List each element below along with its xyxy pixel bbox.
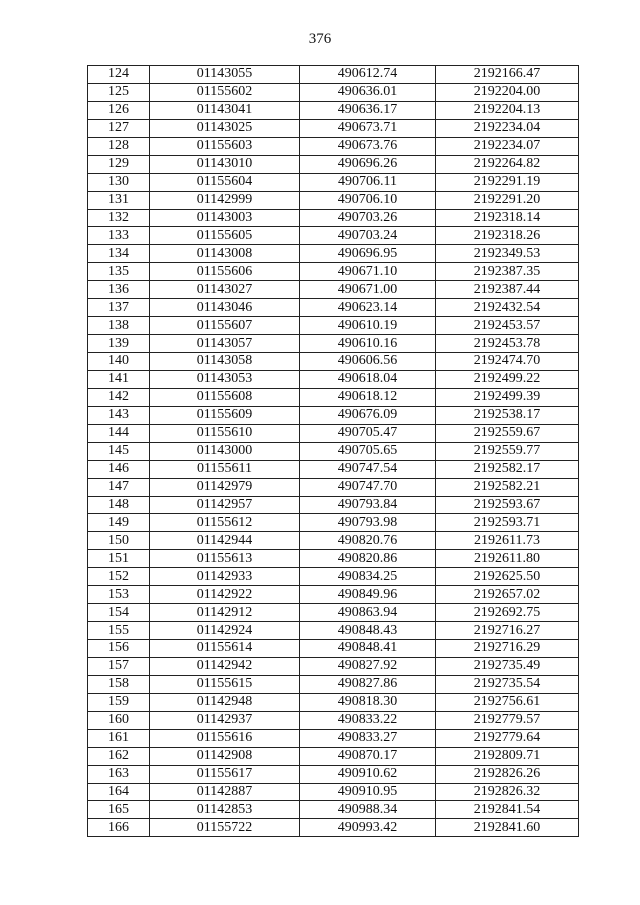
x-coordinate-cell: 490910.62 [300, 765, 436, 783]
table-row [88, 227, 579, 245]
point-id-cell: 01143008 [150, 245, 300, 263]
table-row [88, 83, 579, 101]
table-row [88, 711, 579, 729]
table-row [88, 101, 579, 119]
y-coordinate-cell: 2192716.29 [436, 640, 579, 658]
row-number-cell: 149 [88, 514, 150, 532]
point-id-cell: 01155608 [150, 388, 300, 406]
table-row [88, 729, 579, 747]
y-coordinate-cell: 2192841.60 [436, 819, 579, 837]
y-coordinate-cell: 2192264.82 [436, 155, 579, 173]
row-number-cell: 157 [88, 657, 150, 675]
table-row [88, 424, 579, 442]
row-number-cell: 151 [88, 550, 150, 568]
point-id-cell: 01155607 [150, 317, 300, 335]
table-row [88, 388, 579, 406]
y-coordinate-cell: 2192453.78 [436, 335, 579, 353]
point-id-cell: 01155603 [150, 137, 300, 155]
row-number-cell: 154 [88, 604, 150, 622]
y-coordinate-cell: 2192559.77 [436, 442, 579, 460]
table-row [88, 550, 579, 568]
point-id-cell: 01155612 [150, 514, 300, 532]
table-row [88, 586, 579, 604]
point-id-cell: 01143010 [150, 155, 300, 173]
row-number-cell: 127 [88, 119, 150, 137]
y-coordinate-cell: 2192204.13 [436, 101, 579, 119]
row-number-cell: 124 [88, 66, 150, 84]
row-number-cell: 125 [88, 83, 150, 101]
table-row [88, 173, 579, 191]
row-number-cell: 126 [88, 101, 150, 119]
table-row [88, 137, 579, 155]
point-id-cell: 01155610 [150, 424, 300, 442]
table-row [88, 783, 579, 801]
x-coordinate-cell: 490827.86 [300, 675, 436, 693]
y-coordinate-cell: 2192387.35 [436, 263, 579, 281]
point-id-cell: 01142948 [150, 693, 300, 711]
point-id-cell: 01155722 [150, 819, 300, 837]
x-coordinate-cell: 490673.76 [300, 137, 436, 155]
row-number-cell: 164 [88, 783, 150, 801]
y-coordinate-cell: 2192499.39 [436, 388, 579, 406]
x-coordinate-cell: 490988.34 [300, 801, 436, 819]
point-id-cell: 01155617 [150, 765, 300, 783]
point-id-cell: 01142979 [150, 478, 300, 496]
y-coordinate-cell: 2192318.14 [436, 209, 579, 227]
y-coordinate-cell: 2192593.71 [436, 514, 579, 532]
x-coordinate-cell: 490818.30 [300, 693, 436, 711]
table-row [88, 335, 579, 353]
x-coordinate-cell: 490703.24 [300, 227, 436, 245]
y-coordinate-cell: 2192692.75 [436, 604, 579, 622]
row-number-cell: 139 [88, 335, 150, 353]
x-coordinate-cell: 490834.25 [300, 568, 436, 586]
row-number-cell: 155 [88, 622, 150, 640]
row-number-cell: 141 [88, 370, 150, 388]
table-row [88, 675, 579, 693]
row-number-cell: 162 [88, 747, 150, 765]
x-coordinate-cell: 490706.10 [300, 191, 436, 209]
point-id-cell: 01143053 [150, 370, 300, 388]
row-number-cell: 133 [88, 227, 150, 245]
y-coordinate-cell: 2192291.19 [436, 173, 579, 191]
table-row [88, 604, 579, 622]
x-coordinate-cell: 490671.00 [300, 281, 436, 299]
x-coordinate-cell: 490706.11 [300, 173, 436, 191]
row-number-cell: 134 [88, 245, 150, 263]
table-row [88, 747, 579, 765]
row-number-cell: 159 [88, 693, 150, 711]
y-coordinate-cell: 2192826.26 [436, 765, 579, 783]
x-coordinate-cell: 490848.43 [300, 622, 436, 640]
x-coordinate-cell: 490610.19 [300, 317, 436, 335]
y-coordinate-cell: 2192779.57 [436, 711, 579, 729]
x-coordinate-cell: 490705.47 [300, 424, 436, 442]
y-coordinate-cell: 2192318.26 [436, 227, 579, 245]
coordinates-table [87, 65, 579, 837]
y-coordinate-cell: 2192826.32 [436, 783, 579, 801]
row-number-cell: 148 [88, 496, 150, 514]
y-coordinate-cell: 2192756.61 [436, 693, 579, 711]
x-coordinate-cell: 490820.76 [300, 532, 436, 550]
table-row [88, 693, 579, 711]
row-number-cell: 135 [88, 263, 150, 281]
point-id-cell: 01142933 [150, 568, 300, 586]
y-coordinate-cell: 2192582.21 [436, 478, 579, 496]
table-row [88, 622, 579, 640]
table-row [88, 191, 579, 209]
row-number-cell: 147 [88, 478, 150, 496]
x-coordinate-cell: 490623.14 [300, 299, 436, 317]
y-coordinate-cell: 2192349.53 [436, 245, 579, 263]
point-id-cell: 01142908 [150, 747, 300, 765]
row-number-cell: 138 [88, 317, 150, 335]
table-row [88, 640, 579, 658]
x-coordinate-cell: 490606.56 [300, 353, 436, 371]
y-coordinate-cell: 2192499.22 [436, 370, 579, 388]
point-id-cell: 01142912 [150, 604, 300, 622]
table-row [88, 209, 579, 227]
point-id-cell: 01155614 [150, 640, 300, 658]
row-number-cell: 166 [88, 819, 150, 837]
y-coordinate-cell: 2192611.73 [436, 532, 579, 550]
y-coordinate-cell: 2192559.67 [436, 424, 579, 442]
point-id-cell: 01142999 [150, 191, 300, 209]
y-coordinate-cell: 2192234.04 [436, 119, 579, 137]
table-row [88, 406, 579, 424]
point-id-cell: 01143025 [150, 119, 300, 137]
row-number-cell: 152 [88, 568, 150, 586]
point-id-cell: 01143000 [150, 442, 300, 460]
point-id-cell: 01143055 [150, 66, 300, 84]
y-coordinate-cell: 2192291.20 [436, 191, 579, 209]
row-number-cell: 156 [88, 640, 150, 658]
point-id-cell: 01155613 [150, 550, 300, 568]
row-number-cell: 163 [88, 765, 150, 783]
table-row [88, 245, 579, 263]
point-id-cell: 01155611 [150, 460, 300, 478]
x-coordinate-cell: 490747.54 [300, 460, 436, 478]
point-id-cell: 01142887 [150, 783, 300, 801]
y-coordinate-cell: 2192166.47 [436, 66, 579, 84]
table-row [88, 568, 579, 586]
row-number-cell: 153 [88, 586, 150, 604]
x-coordinate-cell: 490618.04 [300, 370, 436, 388]
y-coordinate-cell: 2192735.54 [436, 675, 579, 693]
x-coordinate-cell: 490747.70 [300, 478, 436, 496]
row-number-cell: 130 [88, 173, 150, 191]
x-coordinate-cell: 490833.27 [300, 729, 436, 747]
y-coordinate-cell: 2192453.57 [436, 317, 579, 335]
table-body [88, 66, 579, 837]
x-coordinate-cell: 490793.98 [300, 514, 436, 532]
point-id-cell: 01155606 [150, 263, 300, 281]
table-row [88, 532, 579, 550]
y-coordinate-cell: 2192234.07 [436, 137, 579, 155]
point-id-cell: 01143041 [150, 101, 300, 119]
table-row [88, 353, 579, 371]
y-coordinate-cell: 2192474.70 [436, 353, 579, 371]
point-id-cell: 01155605 [150, 227, 300, 245]
row-number-cell: 136 [88, 281, 150, 299]
x-coordinate-cell: 490793.84 [300, 496, 436, 514]
table-row [88, 496, 579, 514]
table-row [88, 299, 579, 317]
table-row [88, 765, 579, 783]
page-number: 376 [308, 31, 332, 47]
x-coordinate-cell: 490833.22 [300, 711, 436, 729]
row-number-cell: 129 [88, 155, 150, 173]
table-row [88, 370, 579, 388]
row-number-cell: 150 [88, 532, 150, 550]
table-row [88, 442, 579, 460]
row-number-cell: 131 [88, 191, 150, 209]
x-coordinate-cell: 490703.26 [300, 209, 436, 227]
y-coordinate-cell: 2192841.54 [436, 801, 579, 819]
y-coordinate-cell: 2192779.64 [436, 729, 579, 747]
x-coordinate-cell: 490849.96 [300, 586, 436, 604]
y-coordinate-cell: 2192387.44 [436, 281, 579, 299]
table-row [88, 478, 579, 496]
point-id-cell: 01155604 [150, 173, 300, 191]
table-row [88, 317, 579, 335]
point-id-cell: 01143058 [150, 353, 300, 371]
x-coordinate-cell: 490610.16 [300, 335, 436, 353]
x-coordinate-cell: 490910.95 [300, 783, 436, 801]
row-number-cell: 145 [88, 442, 150, 460]
row-number-cell: 142 [88, 388, 150, 406]
y-coordinate-cell: 2192432.54 [436, 299, 579, 317]
point-id-cell: 01142922 [150, 586, 300, 604]
row-number-cell: 160 [88, 711, 150, 729]
y-coordinate-cell: 2192657.02 [436, 586, 579, 604]
table-row [88, 66, 579, 84]
x-coordinate-cell: 490696.26 [300, 155, 436, 173]
point-id-cell: 01143027 [150, 281, 300, 299]
row-number-cell: 143 [88, 406, 150, 424]
y-coordinate-cell: 2192716.27 [436, 622, 579, 640]
row-number-cell: 161 [88, 729, 150, 747]
x-coordinate-cell: 490673.71 [300, 119, 436, 137]
table-row [88, 801, 579, 819]
y-coordinate-cell: 2192593.67 [436, 496, 579, 514]
y-coordinate-cell: 2192809.71 [436, 747, 579, 765]
table-row [88, 514, 579, 532]
x-coordinate-cell: 490870.17 [300, 747, 436, 765]
x-coordinate-cell: 490820.86 [300, 550, 436, 568]
x-coordinate-cell: 490696.95 [300, 245, 436, 263]
table-row [88, 460, 579, 478]
row-number-cell: 144 [88, 424, 150, 442]
point-id-cell: 01142957 [150, 496, 300, 514]
point-id-cell: 01142853 [150, 801, 300, 819]
row-number-cell: 128 [88, 137, 150, 155]
point-id-cell: 01155615 [150, 675, 300, 693]
x-coordinate-cell: 490618.12 [300, 388, 436, 406]
y-coordinate-cell: 2192204.00 [436, 83, 579, 101]
y-coordinate-cell: 2192582.17 [436, 460, 579, 478]
y-coordinate-cell: 2192735.49 [436, 657, 579, 675]
point-id-cell: 01143057 [150, 335, 300, 353]
table-row [88, 263, 579, 281]
row-number-cell: 137 [88, 299, 150, 317]
y-coordinate-cell: 2192538.17 [436, 406, 579, 424]
row-number-cell: 140 [88, 353, 150, 371]
point-id-cell: 01142937 [150, 711, 300, 729]
x-coordinate-cell: 490993.42 [300, 819, 436, 837]
point-id-cell: 01155616 [150, 729, 300, 747]
x-coordinate-cell: 490705.65 [300, 442, 436, 460]
row-number-cell: 146 [88, 460, 150, 478]
point-id-cell: 01143003 [150, 209, 300, 227]
point-id-cell: 01155602 [150, 83, 300, 101]
table-row [88, 119, 579, 137]
x-coordinate-cell: 490636.17 [300, 101, 436, 119]
y-coordinate-cell: 2192625.50 [436, 568, 579, 586]
table-row [88, 819, 579, 837]
point-id-cell: 01142942 [150, 657, 300, 675]
x-coordinate-cell: 490636.01 [300, 83, 436, 101]
row-number-cell: 165 [88, 801, 150, 819]
table-row [88, 657, 579, 675]
x-coordinate-cell: 490676.09 [300, 406, 436, 424]
x-coordinate-cell: 490671.10 [300, 263, 436, 281]
x-coordinate-cell: 490863.94 [300, 604, 436, 622]
row-number-cell: 132 [88, 209, 150, 227]
point-id-cell: 01142944 [150, 532, 300, 550]
point-id-cell: 01143046 [150, 299, 300, 317]
point-id-cell: 01155609 [150, 406, 300, 424]
y-coordinate-cell: 2192611.80 [436, 550, 579, 568]
x-coordinate-cell: 490848.41 [300, 640, 436, 658]
table-row [88, 281, 579, 299]
table-row [88, 155, 579, 173]
x-coordinate-cell: 490827.92 [300, 657, 436, 675]
row-number-cell: 158 [88, 675, 150, 693]
point-id-cell: 01142924 [150, 622, 300, 640]
x-coordinate-cell: 490612.74 [300, 66, 436, 84]
